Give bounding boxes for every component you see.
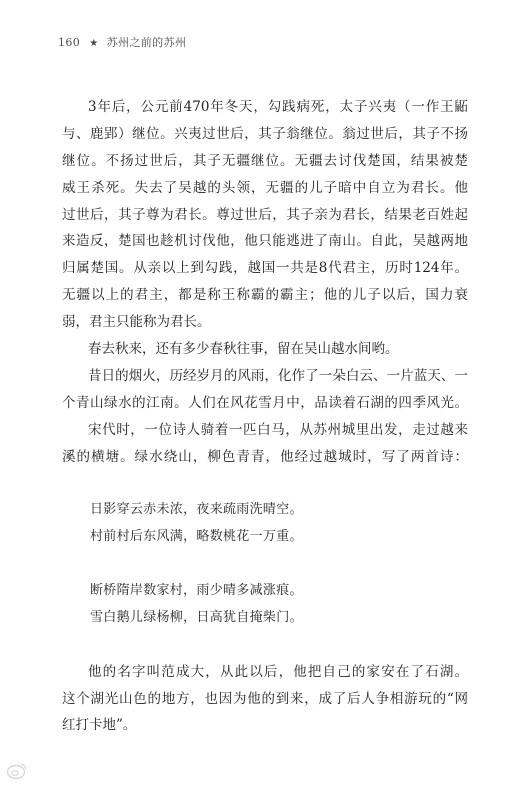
text-line: 红打卡地”。 [62, 717, 137, 734]
paragraph [62, 363, 468, 417]
running-header [58, 36, 186, 51]
paragraph [62, 94, 468, 336]
text-line: 溪的横塘。绿水绕山，柳色青青，他经过越城时，写了两首诗： [62, 448, 468, 465]
paragraph [62, 659, 468, 740]
text-line: 个青山绿水的江南。人们在风花雪月中，品读着石湖的四季风光。 [62, 394, 468, 411]
text-line: 过世后，其子尊为君长。尊过世后，其子亲为君长，结果老百姓起 [62, 206, 468, 223]
text-line: 归属楚国。从亲以上到勾践，越国一共是8代君主，历时124年。 [62, 260, 468, 277]
page-body [62, 94, 468, 739]
page-number: 160 [58, 36, 81, 49]
text-line: 昔日的烟火，历经岁月的风雨，化作了一朵白云、一片蓝天、一 [88, 367, 468, 384]
text-line: 他的名字叫范成大，从此以后，他把自己的家安在了石湖。 [88, 663, 468, 680]
paragraph [62, 336, 468, 363]
poem-line: 村前村后东风满，略数桃花一万重。 [90, 529, 303, 545]
text-line: 威王杀死。失去了吴越的头领，无疆的儿子暗中自立为君长。他 [62, 179, 468, 196]
text-line: 宋代时，一位诗人骑着一匹白马，从苏州城里出发，走过越来 [88, 421, 468, 438]
poem-stanza [62, 578, 468, 632]
text-line: 来造反，楚国也趁机讨伐他，他只能逃进了南山。自此，吴越两地 [62, 233, 468, 250]
watermark-logo-icon [6, 761, 28, 781]
header-star: ★ [89, 38, 99, 49]
poem-line: 日影穿云赤未浓，夜来疏雨洗晴空。 [90, 502, 303, 518]
text-line: 继位。不扬过世后，其子无疆继位。无疆去讨伐楚国，结果被楚 [62, 152, 468, 169]
poem-line: 断桥隋岸数家村，雨少晴多减涨痕。 [90, 583, 303, 599]
text-line: 与、鹿郢）继位。兴夷过世后，其子翁继位。翁过世后，其子不扬 [62, 125, 468, 142]
text-line: 弱，君主只能称为君长。 [62, 314, 211, 331]
poem-stanza [62, 497, 468, 551]
text-line: 3年后，公元前470年冬天，勾践病死，太子兴夷（一作王鼫 [88, 99, 468, 115]
text-line: 春去秋来，还有多少春秋往事，留在吴山越水间哟。 [88, 341, 399, 358]
text-line: 无疆以上的君主，都是称王称霸的霸主；他的儿子以后，国力衰 [62, 287, 468, 304]
book-title: 苏州之前的苏州 [106, 36, 187, 49]
paragraph [62, 417, 468, 471]
poem-line: 雪白鹅儿绿杨柳，日高犹自掩柴门。 [90, 609, 303, 625]
text-line: 这个湖光山色的地方，也因为他的到来，成了后人争相游玩的“网 [62, 690, 468, 707]
